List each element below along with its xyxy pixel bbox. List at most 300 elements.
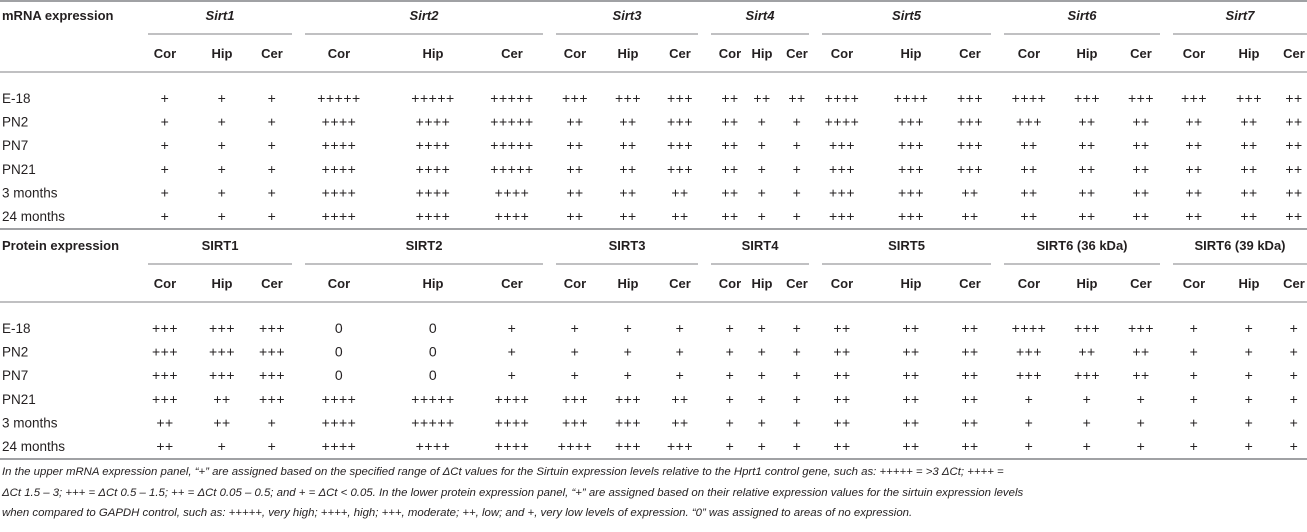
table-cell: + xyxy=(623,320,633,336)
table-cell: ++ xyxy=(1185,208,1203,224)
table-cell: +++ xyxy=(614,90,642,106)
table-cell: +++ xyxy=(258,390,286,407)
table-cell: + xyxy=(217,137,227,154)
table-cell: + xyxy=(267,113,277,130)
table-cell: ++++ xyxy=(494,390,530,407)
table-cell: + xyxy=(725,414,735,431)
region-subheader: Cer xyxy=(261,276,283,291)
table-cell: ++ xyxy=(619,208,637,224)
region-subheader: Hip xyxy=(751,276,773,291)
table-cell: + xyxy=(623,343,633,360)
mrna-group-header: Sirt5 xyxy=(892,8,921,23)
table-cell: + xyxy=(1136,438,1146,454)
region-subheader: Hip xyxy=(1238,46,1260,61)
region-subheader: Hip xyxy=(422,276,444,291)
table-cell: ++++ xyxy=(415,438,451,454)
table-cell: +++ xyxy=(666,160,694,177)
mrna-panel xyxy=(2,8,1305,224)
table-cell: ++++ xyxy=(321,438,357,454)
table-cell: +++ xyxy=(666,90,694,106)
region-subheader: Hip xyxy=(1076,276,1098,291)
region-subheader: Hip xyxy=(751,46,773,61)
table-cell: +++ xyxy=(151,320,179,336)
table-cell: + xyxy=(217,90,227,106)
table-cell: ++ xyxy=(721,90,739,106)
table-cell: + xyxy=(757,184,767,201)
table-cell: + xyxy=(160,113,170,130)
table-cell: + xyxy=(217,160,227,177)
protein-group-header: SIRT1 xyxy=(201,238,239,253)
table-cell: +++ xyxy=(614,414,642,431)
table-cell: + xyxy=(1244,367,1254,384)
table-cell: ++ xyxy=(961,438,979,454)
region-subheader: Cer xyxy=(786,46,808,61)
table-cell: +++ xyxy=(208,343,236,360)
table-cell: ++ xyxy=(619,137,637,154)
table-cell: ++ xyxy=(833,414,851,431)
table-cell: ++++ xyxy=(415,160,451,177)
table-cell: +++++ xyxy=(490,113,534,130)
table-cell: + xyxy=(792,184,802,201)
region-subheader: Hip xyxy=(1076,46,1098,61)
table-cell: ++ xyxy=(156,414,174,431)
table-cell: + xyxy=(757,414,767,431)
table-cell: +++ xyxy=(1015,367,1043,384)
table-cell: + xyxy=(1289,390,1299,407)
table-cell: + xyxy=(217,113,227,130)
table-cell: ++ xyxy=(1020,160,1038,177)
table-cell: ++ xyxy=(961,343,979,360)
region-subheader: Hip xyxy=(900,276,922,291)
table-cell: ++++ xyxy=(321,160,357,177)
table-cell: +++ xyxy=(897,184,925,201)
row-label: E-18 xyxy=(2,321,31,336)
table-cell: +++ xyxy=(956,137,984,154)
table-cell: ++ xyxy=(1078,184,1096,201)
table-cell: + xyxy=(507,343,517,360)
table-cell: ++ xyxy=(753,90,771,106)
table-cell: ++ xyxy=(833,438,851,454)
table-cell: + xyxy=(757,438,767,454)
region-subheader: Hip xyxy=(900,46,922,61)
region-subheader: Cor xyxy=(830,46,854,61)
table-cell: +++ xyxy=(258,343,286,360)
table-cell: ++ xyxy=(961,320,979,336)
table-cell: ++ xyxy=(1078,343,1096,360)
table-cell: + xyxy=(757,208,767,224)
protein-panel-header: Protein expression xyxy=(2,238,120,253)
table-cell: + xyxy=(1289,343,1299,360)
region-subheader: Cer xyxy=(959,276,981,291)
region-subheader: Cor xyxy=(153,46,177,61)
table-cell: + xyxy=(675,343,685,360)
table-cell: + xyxy=(217,184,227,201)
table-cell: ++ xyxy=(1285,208,1303,224)
table-cell: ++ xyxy=(1020,184,1038,201)
table-cell: +++ xyxy=(151,390,179,407)
region-subheader: Cor xyxy=(718,46,742,61)
footnote-line-2: ΔCt 1.5 – 3; +++ = ΔCt 0.5 – 1.5; ++ = ΔCt 0.05 – 0.5; and + = ΔCt < 0.05. In the lower protein expression panel, “+” are assigned based on their relative expression values for the sirtuin expression levels xyxy=(2,486,1024,499)
table-cell: ++ xyxy=(1078,208,1096,224)
table-cell: ++ xyxy=(902,320,920,336)
table-cell: ++ xyxy=(961,208,979,224)
table-cell: + xyxy=(1289,320,1299,336)
table-cell: +++ xyxy=(897,160,925,177)
table-cell: +++++ xyxy=(411,390,455,407)
mrna-group-header: Sirt7 xyxy=(1225,8,1255,23)
table-cell: + xyxy=(1244,320,1254,336)
table-cell: +++ xyxy=(666,113,694,130)
table-cell: ++ xyxy=(1285,113,1303,130)
table-cell: +++ xyxy=(828,184,856,201)
table-cell: +++ xyxy=(666,137,694,154)
table-cell: ++ xyxy=(671,184,689,201)
table-cell: 0 xyxy=(334,343,344,360)
table-cell: ++++ xyxy=(893,90,929,106)
row-label: PN2 xyxy=(2,114,29,130)
mrna-group-header: Sirt4 xyxy=(745,8,775,23)
table-cell: ++ xyxy=(833,390,851,407)
table-cell: ++ xyxy=(566,113,584,130)
table-cell: + xyxy=(1024,390,1034,407)
table-cell: ++++ xyxy=(321,113,357,130)
row-label: E-18 xyxy=(2,91,31,106)
table-cell: + xyxy=(1082,390,1092,407)
table-cell: ++++ xyxy=(321,390,357,407)
table-cell: ++ xyxy=(1185,184,1203,201)
table-cell: ++ xyxy=(619,184,637,201)
table-cell: ++++ xyxy=(321,414,357,431)
row-label: PN21 xyxy=(2,391,36,407)
table-cell: +++ xyxy=(1073,90,1101,106)
table-cell: +++++ xyxy=(490,160,534,177)
table-cell: + xyxy=(792,113,802,130)
table-cell: ++ xyxy=(721,160,739,177)
table-cell: +++ xyxy=(956,90,984,106)
table-footnote xyxy=(2,462,1305,524)
table-cell: + xyxy=(1289,438,1299,454)
table-cell: ++ xyxy=(1078,137,1096,154)
table-cell: ++ xyxy=(156,438,174,454)
table-cell: + xyxy=(267,184,277,201)
table-cell: + xyxy=(1024,438,1034,454)
table-cell: ++ xyxy=(566,160,584,177)
region-subheader: Cor xyxy=(327,46,351,61)
table-cell: + xyxy=(757,320,767,336)
table-cell: ++ xyxy=(1020,208,1038,224)
table-cell: ++ xyxy=(902,414,920,431)
region-subheader: Hip xyxy=(422,46,444,61)
table-cell: + xyxy=(1082,414,1092,431)
table-cell: + xyxy=(1136,414,1146,431)
table-cell: + xyxy=(1082,438,1092,454)
table-cell: ++ xyxy=(833,367,851,384)
table-cell: + xyxy=(757,390,767,407)
table-cell: +++ xyxy=(1015,113,1043,130)
table-cell: + xyxy=(1244,390,1254,407)
table-cell: ++++ xyxy=(415,184,451,201)
row-label: PN21 xyxy=(2,161,36,177)
row-label: 24 months xyxy=(2,439,66,454)
table-cell: + xyxy=(1244,343,1254,360)
region-subheader: Cor xyxy=(563,46,587,61)
table-cell: ++ xyxy=(566,137,584,154)
table-cell: +++ xyxy=(614,438,642,454)
region-subheader: Hip xyxy=(211,46,233,61)
table-cell: ++ xyxy=(902,343,920,360)
table-cell: + xyxy=(725,390,735,407)
table-cell: +++ xyxy=(828,208,856,224)
table-cell: + xyxy=(1289,367,1299,384)
table-cell: ++ xyxy=(1132,113,1150,130)
table-cell: +++ xyxy=(208,320,236,336)
table-cell: ++ xyxy=(721,184,739,201)
table-cell: + xyxy=(1189,414,1199,431)
region-subheader: Cor xyxy=(1182,46,1206,61)
table-cell: + xyxy=(1189,438,1199,454)
table-cell: ++ xyxy=(619,160,637,177)
table-cell: ++ xyxy=(1285,184,1303,201)
table-cell: + xyxy=(160,184,170,201)
table-cell: ++ xyxy=(1132,343,1150,360)
table-cell: + xyxy=(160,208,170,224)
region-subheader: Cer xyxy=(786,276,808,291)
table-cell: ++ xyxy=(788,90,806,106)
table-cell: ++ xyxy=(902,390,920,407)
table-cell: + xyxy=(267,208,277,224)
table-cell: ++ xyxy=(213,414,231,431)
region-subheader: Hip xyxy=(211,276,233,291)
table-cell: ++ xyxy=(1132,367,1150,384)
table-cell: ++ xyxy=(1132,184,1150,201)
table-cell: + xyxy=(267,438,277,454)
region-subheader: Cer xyxy=(1130,276,1152,291)
region-subheader: Hip xyxy=(1238,276,1260,291)
table-cell: ++ xyxy=(1185,137,1203,154)
table-cell: ++ xyxy=(1285,160,1303,177)
table-cell: + xyxy=(757,343,767,360)
table-cell: +++ xyxy=(561,90,589,106)
table-cell: +++ xyxy=(1127,320,1155,336)
table-cell: ++ xyxy=(902,438,920,454)
table-cell: +++ xyxy=(1015,343,1043,360)
table-cell: + xyxy=(792,160,802,177)
table-cell: 0 xyxy=(428,343,438,360)
region-subheader: Cor xyxy=(1182,276,1206,291)
mrna-group-header: Sirt1 xyxy=(205,8,235,23)
table-cell: ++ xyxy=(1240,184,1258,201)
table-cell: ++ xyxy=(671,414,689,431)
table-cell: ++ xyxy=(1185,160,1203,177)
table-cell: ++++ xyxy=(557,438,593,454)
table-cell: ++ xyxy=(833,343,851,360)
table-cell: ++++ xyxy=(494,184,530,201)
table-cell: +++ xyxy=(956,160,984,177)
table-cell: 0 xyxy=(334,367,344,384)
table-cell: ++ xyxy=(961,390,979,407)
footnote-line-1: In the upper mRNA expression panel, “+” are assigned based on the specified range of ΔCt values for the Sirtuin expression levels relative to the Hprt1 control gene, such as: +++++ = >3 ΔCt; ++++ = xyxy=(2,466,1004,478)
table-cell: ++++ xyxy=(321,184,357,201)
table-cell: 0 xyxy=(428,320,438,336)
table-cell: ++++ xyxy=(415,208,451,224)
protein-group-header: SIRT6 (39 kDa) xyxy=(1194,238,1286,253)
table-cell: + xyxy=(570,320,580,336)
table-cell: + xyxy=(1289,414,1299,431)
table-cell: +++ xyxy=(956,113,984,130)
table-cell: + xyxy=(267,160,277,177)
table-cell: ++ xyxy=(1285,137,1303,154)
table-cell: +++++ xyxy=(490,90,534,106)
mrna-group-header: Sirt6 xyxy=(1067,8,1097,23)
table-cell: + xyxy=(1244,438,1254,454)
protein-panel xyxy=(2,238,1305,454)
table-cell: + xyxy=(267,414,277,431)
table-cell: ++++ xyxy=(494,208,530,224)
region-subheader: Cer xyxy=(1130,46,1152,61)
row-label: PN2 xyxy=(2,344,29,360)
region-subheader: Cor xyxy=(1017,276,1041,291)
table-cell: + xyxy=(757,367,767,384)
table-cell: 0 xyxy=(334,320,344,336)
table-cell: ++ xyxy=(1132,208,1150,224)
table-cell: + xyxy=(217,208,227,224)
table-cell: + xyxy=(267,137,277,154)
table-cell: +++ xyxy=(1180,90,1208,106)
table-cell: + xyxy=(217,438,227,454)
table-cell: +++ xyxy=(897,137,925,154)
table-cell: +++ xyxy=(897,208,925,224)
table-cell: + xyxy=(160,160,170,177)
table-cell: +++ xyxy=(208,367,236,384)
table-cell: + xyxy=(792,320,802,336)
table-cell: ++ xyxy=(833,320,851,336)
table-cell: + xyxy=(757,137,767,154)
table-cell: + xyxy=(1024,414,1034,431)
table-cell: ++ xyxy=(1285,90,1303,106)
table-cell: +++ xyxy=(258,320,286,336)
mrna-panel-header: mRNA expression xyxy=(2,8,114,23)
table-cell: ++ xyxy=(566,208,584,224)
protein-group-header: SIRT4 xyxy=(741,238,779,253)
table-cell: ++ xyxy=(566,184,584,201)
table-cell: +++++ xyxy=(490,137,534,154)
table-cell: +++ xyxy=(1073,367,1101,384)
table-cell: ++ xyxy=(1078,113,1096,130)
table-cell: ++ xyxy=(902,367,920,384)
table-cell: ++ xyxy=(1132,160,1150,177)
table-cell: + xyxy=(570,343,580,360)
region-subheader: Cor xyxy=(153,276,177,291)
table-cell: 0 xyxy=(428,367,438,384)
row-label: PN7 xyxy=(2,138,29,154)
region-subheader: Cor xyxy=(718,276,742,291)
table-cell: ++++ xyxy=(321,137,357,154)
table-cell: ++++ xyxy=(415,113,451,130)
table-cell: +++ xyxy=(1235,90,1263,106)
table-cell: + xyxy=(757,113,767,130)
protein-group-header: SIRT2 xyxy=(405,238,443,253)
table-cell: + xyxy=(725,367,735,384)
region-subheader: Cer xyxy=(669,276,691,291)
table-cell: ++++ xyxy=(415,137,451,154)
table-cell: ++ xyxy=(721,113,739,130)
mrna-group-header: Sirt2 xyxy=(409,8,439,23)
region-subheader: Cor xyxy=(563,276,587,291)
table-cell: + xyxy=(675,367,685,384)
table-cell: ++++ xyxy=(494,438,530,454)
table-cell: + xyxy=(757,160,767,177)
table-cell: +++++ xyxy=(411,90,455,106)
table-cell: ++ xyxy=(213,390,231,407)
table-cell: ++ xyxy=(721,208,739,224)
table-cell: +++ xyxy=(151,343,179,360)
table-cell: +++ xyxy=(561,390,589,407)
table-cell: ++++ xyxy=(1011,320,1047,336)
region-subheader: Cer xyxy=(1283,276,1305,291)
protein-group-header: SIRT3 xyxy=(608,238,646,253)
table-cell: +++ xyxy=(1073,320,1101,336)
table-cell: + xyxy=(507,320,517,336)
table-cell: ++ xyxy=(671,390,689,407)
table-cell: ++++ xyxy=(1011,90,1047,106)
table-cell: ++++ xyxy=(824,113,860,130)
table-cell: + xyxy=(792,343,802,360)
protein-group-header: SIRT5 xyxy=(888,238,925,253)
table-cell: +++ xyxy=(151,367,179,384)
row-label: PN7 xyxy=(2,368,29,384)
region-subheader: Hip xyxy=(617,276,639,291)
protein-group-header: SIRT6 (36 kDa) xyxy=(1036,238,1128,253)
table-cell: ++ xyxy=(1132,137,1150,154)
row-label: 24 months xyxy=(2,209,66,224)
table-cell: + xyxy=(725,343,735,360)
table-cell: +++++ xyxy=(411,414,455,431)
table-cell: ++ xyxy=(1240,113,1258,130)
table-cell: + xyxy=(725,320,735,336)
mrna-group-header: Sirt3 xyxy=(612,8,642,23)
table-cell: +++ xyxy=(614,390,642,407)
table-cell: + xyxy=(792,208,802,224)
row-label: 3 months xyxy=(2,185,58,201)
region-subheader: Cer xyxy=(501,46,523,61)
table-cell: + xyxy=(792,438,802,454)
table-cell: +++++ xyxy=(317,90,361,106)
table-cell: ++ xyxy=(619,113,637,130)
region-subheader: Cor xyxy=(830,276,854,291)
table-cell: +++ xyxy=(828,160,856,177)
table-cell: +++ xyxy=(828,137,856,154)
table-cell: +++ xyxy=(561,414,589,431)
table-cell: ++ xyxy=(1020,137,1038,154)
table-cell: + xyxy=(160,90,170,106)
region-subheader: Hip xyxy=(617,46,639,61)
region-subheader: Cer xyxy=(501,276,523,291)
region-subheader: Cer xyxy=(261,46,283,61)
table-cell: + xyxy=(1244,414,1254,431)
footnote-line-3: when compared to GAPDH control, such as: +++++, very high; ++++, high; +++, moderate; ++, low; and +, very low levels of expression. “0” was assigned to areas of no expression. xyxy=(2,507,913,519)
table-cell: + xyxy=(1189,320,1199,336)
region-subheader: Cer xyxy=(959,46,981,61)
table-cell: + xyxy=(1136,390,1146,407)
table-cell: ++ xyxy=(961,414,979,431)
table-cell: + xyxy=(792,137,802,154)
table-cell: ++ xyxy=(721,137,739,154)
table-cell: + xyxy=(792,390,802,407)
table-cell: +++ xyxy=(666,438,694,454)
table-cell: + xyxy=(792,367,802,384)
table-cell: + xyxy=(507,367,517,384)
table-cell: + xyxy=(675,320,685,336)
